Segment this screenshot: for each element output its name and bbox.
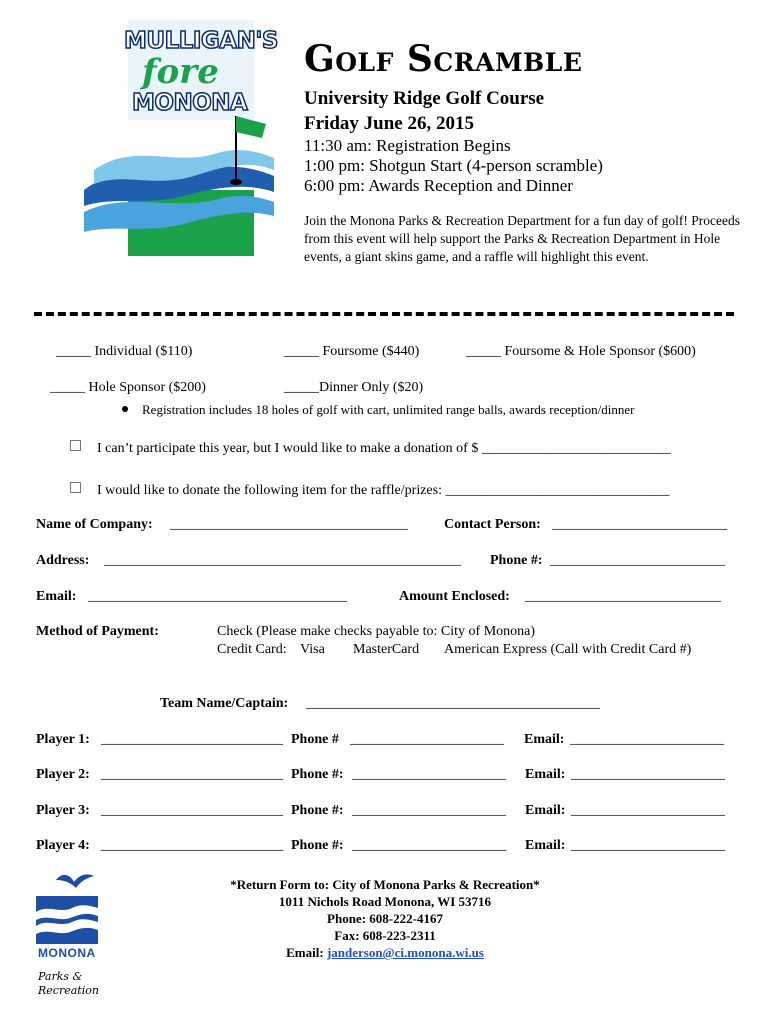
return-info [200,876,570,961]
seagull-waves-icon [36,866,98,944]
option-individual[interactable]: _____ Individual ($110) [56,344,193,359]
company-field[interactable]: __________________________________ [170,517,408,532]
venue: University Ridge Golf Course [304,88,545,109]
player-email-label: Email: [525,767,566,782]
player-phone-field[interactable]: ______________________ [352,767,506,782]
contact-field[interactable]: _________________________ [552,517,727,532]
logo-text-mulligans: MULLIGAN'S [124,28,278,54]
player-phone-label: Phone #: [291,803,344,818]
contact-label: Contact Person: [444,517,541,532]
player-phone-field[interactable]: ______________________ [352,803,506,818]
amount-field[interactable]: ____________________________ [525,589,721,604]
event-logo [84,20,278,260]
player-name-field[interactable]: __________________________ [101,838,283,853]
player-label: Player 1: [36,732,90,747]
option-dinner-only[interactable]: _____Dinner Only ($20) [284,380,424,395]
return-heading: *Return Form to: City of Monona Parks & Recreation* [230,877,540,892]
team-captain-field[interactable]: __________________________________________ [306,696,600,711]
player-email-label: Email: [525,803,566,818]
parks-logo-line1: Parks & [38,970,83,983]
player-email-field[interactable]: ______________________ [571,803,725,818]
parks-logo [34,866,114,1006]
event-description: Join the Monona Parks & Recreation Department for a fun day of golf! Proceeds from this event will help support the Parks & Recreation Department in Hole events, a giant skins game, and a raffle will highlight this event. [304,213,741,264]
player-name-field[interactable]: __________________________ [101,767,283,782]
logo-text-monona: MONONA [132,90,248,116]
payment-visa[interactable]: Visa [300,642,325,657]
return-email-label: Email: [286,945,324,960]
page-title: Golf Scramble [304,38,583,80]
player-email-label: Email: [524,732,565,747]
schedule-item: 1:00 pm: Shotgun Start (4-person scramble) [304,156,603,175]
return-email-link[interactable]: janderson@ci.monona.wi.us [326,945,484,960]
player-phone-field[interactable]: ______________________ [352,838,506,853]
donation-item-row [70,482,669,499]
return-fax: Fax: 608-223-2311 [334,928,436,943]
payment-check[interactable]: Check (Please make checks payable to: City of Monona) [217,624,536,639]
donation-cash-text: I can’t participate this year, but I would like to make a donation of $ ___________________________ [97,441,671,456]
phone-field[interactable]: _________________________ [550,553,725,568]
player-email-field[interactable]: ______________________ [571,838,725,853]
player-phone-label: Phone #: [291,838,344,853]
player-label: Player 2: [36,767,90,782]
player-phone-label: Phone #: [291,767,344,782]
event-date: Friday June 26, 2015 [304,113,474,134]
team-captain-label: Team Name/Captain: [160,696,289,711]
payment-amex[interactable]: American Express (Call with Credit Card #) [444,642,692,657]
player-label: Player 4: [36,838,90,853]
player-email-field[interactable]: ______________________ [570,732,724,747]
player-name-field[interactable]: __________________________ [101,732,283,747]
player-label: Player 3: [36,803,90,818]
donation-cash-row [70,440,671,457]
player-email-field[interactable]: ______________________ [571,767,725,782]
donation-item-checkbox[interactable] [70,482,81,493]
address-field[interactable]: ___________________________________________________ [104,553,461,568]
return-address: 1011 Nichols Road Monona, WI 53716 [278,894,492,909]
parks-logo-name: MONONA [38,946,96,960]
phone-label: Phone #: [490,553,543,568]
payment-label: Method of Payment: [36,624,159,639]
email-label: Email: [36,589,77,604]
email-field[interactable]: _____________________________________ [88,589,347,604]
option-hole-sponsor[interactable]: _____ Hole Sponsor ($200) [50,380,206,395]
option-foursome-hole-sponsor[interactable]: _____ Foursome & Hole Sponsor ($600) [466,344,696,359]
donation-item-text: I would like to donate the following item for the raffle/prizes: ________________________________ [97,483,670,498]
includes-note [122,402,634,418]
return-email-row [200,944,570,961]
player-phone-label: Phone # [291,732,339,747]
payment-credit-card: Credit Card: [217,642,287,657]
cut-line [34,312,734,316]
player-email-label: Email: [525,838,566,853]
company-label: Name of Company: [36,517,153,532]
player-name-field[interactable]: __________________________ [101,803,283,818]
payment-mastercard[interactable]: MasterCard [353,642,420,657]
bullet-icon [122,406,128,412]
address-label: Address: [36,553,90,568]
amount-label: Amount Enclosed: [399,589,510,604]
schedule-item: 6:00 pm: Awards Reception and Dinner [304,176,573,195]
parks-logo-line2: Recreation [38,984,99,997]
donation-cash-checkbox[interactable] [70,440,81,451]
return-phone: Phone: 608-222-4167 [327,911,443,926]
option-foursome[interactable]: _____ Foursome ($440) [284,344,420,359]
player-phone-field[interactable]: ______________________ [350,732,504,747]
logo-text-fore: fore [142,52,219,92]
includes-text: Registration includes 18 holes of golf with cart, unlimited range balls, awards reception/dinner [142,402,635,417]
schedule-item: 11:30 am: Registration Begins [304,136,511,155]
